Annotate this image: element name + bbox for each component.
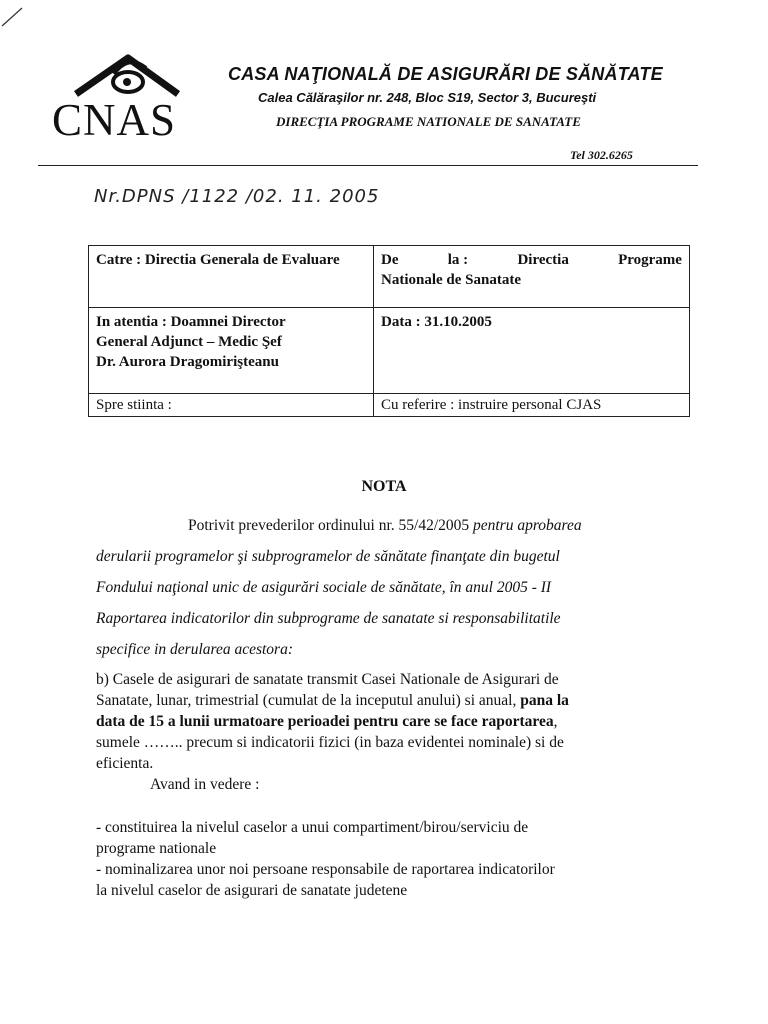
cc-cell (89, 394, 374, 417)
section-b-bold: data de 15 a lunii urmatoare perioadei pentru care se face raportarea (96, 713, 554, 730)
bullet-line: - nominalizarea unor noi persoane responsabile de raportarea indicatorilor (96, 861, 555, 878)
bullet-line: programe nationale (96, 840, 217, 857)
attention-line: Dr. Aurora Dragomirişteanu (96, 354, 279, 370)
cc-text: Spre stiinta : (96, 397, 172, 413)
attention-line: In atentia : Doamnei Director (96, 314, 286, 330)
intro-line (188, 517, 582, 535)
section-b-line (96, 692, 656, 710)
intro-line: derularii programelor şi subprogramelor de sănătate finanţate din bugetul (96, 548, 560, 565)
section-b-line: eficienta. (96, 755, 154, 772)
considering-heading: Avand in vedere : (150, 776, 260, 793)
sender-word: Directia (517, 252, 569, 268)
sender-line1 (381, 250, 682, 270)
attention-cell (89, 308, 374, 394)
intro-text: Potrivit prevederilor ordinului nr. 55/42/2005 (188, 517, 473, 534)
organization-name: CASA NAŢIONALĂ DE ASIGURĂRI DE SĂNĂTATE (228, 64, 663, 84)
registration-number: Nr.DPNS /1122 /02. 11. 2005 (94, 186, 380, 207)
recipient-text: Catre : Directia Generala de Evaluare (96, 252, 340, 268)
telephone-number: Tel 302.6265 (570, 148, 633, 162)
section-b-line: b) Casele de asigurari de sanatate transmit Casei Nationale de Asigurari de (96, 671, 559, 688)
department-name: DIRECŢIA PROGRAME NATIONALE DE SANATATE (276, 114, 581, 129)
section-b-text: Sanatate, lunar, trimestrial (cumulat de la inceputul anului) si anual, (96, 692, 521, 709)
bullet-line: la nivelul caselor de asigurari de sanatate judetene (96, 882, 408, 899)
reference-text: Cu referire : instruire personal CJAS (381, 397, 602, 413)
header-divider (38, 165, 698, 166)
sender-word: Programe (618, 252, 682, 268)
intro-line: specifice in derularea acestora: (96, 641, 293, 658)
date-text: Data : 31.10.2005 (381, 314, 492, 330)
section-b-text: , (553, 713, 558, 730)
section-b-bold: pana la (520, 692, 569, 709)
sender-line2: Nationale de Sanatate (381, 272, 521, 288)
intro-line: Raportarea indicatorilor din subprograme de sanatate si responsabilitatile (96, 610, 561, 627)
intro-text-italic: pentru aprobarea (473, 517, 582, 534)
recipient-cell (89, 246, 374, 308)
attention-line: General Adjunct – Medic Şef (96, 334, 282, 350)
organization-address: Calea Călăraşilor nr. 248, Bloc S19, Sector 3, Bucureşti (258, 90, 597, 105)
section-b-line (96, 713, 656, 731)
sender-word: De (381, 252, 399, 268)
bullet-line: - constituirea la nivelul caselor a unui compartiment/birou/serviciu de (96, 819, 529, 836)
scan-mark (0, 0, 30, 30)
date-cell (374, 308, 690, 394)
logo-text: CNAS (52, 95, 177, 145)
sender-cell (374, 246, 690, 308)
routing-table (88, 245, 690, 417)
intro-line: Fondului naţional unic de asigurări sociale de sănătate, în anul 2005 - II (96, 579, 552, 596)
reference-cell (374, 394, 690, 417)
note-title: NOTA (361, 478, 407, 495)
sender-word: la : (447, 252, 469, 268)
section-b-line: sumele …….. precum si indicatorii fizici (in baza evidentei nominale) si de (96, 734, 564, 751)
